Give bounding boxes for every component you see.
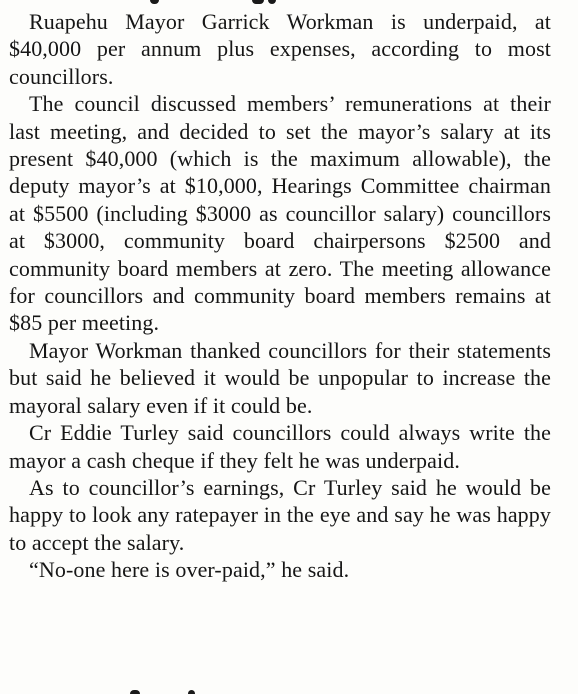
headline-glyph-fragment bbox=[268, 0, 276, 4]
headline-glyph-fragment bbox=[150, 0, 159, 4]
next-line-glyph-fragment bbox=[130, 690, 140, 694]
clipped-next-line-fragment bbox=[0, 686, 578, 694]
paragraph-lede: Ruapehu Mayor Garrick Workman is underpaid, at $40,000 per annum plus expenses, according to most councillors. bbox=[9, 9, 551, 89]
article-body bbox=[9, 8, 551, 584]
clipped-headline-fragment bbox=[0, 0, 578, 6]
next-line-glyph-fragment bbox=[188, 690, 195, 694]
paragraph-turley-cheque: Cr Eddie Turley said councillors could always write the mayor a cash cheque if they felt he was underpaid. bbox=[9, 420, 551, 473]
headline-glyph-fragment bbox=[252, 0, 264, 4]
paragraph-quote: “No-one here is over-paid,” he said. bbox=[29, 557, 350, 583]
paragraph-mayor-response: Mayor Workman thanked councillors for their statements but said he believed it would be unpopular to increase the mayoral salary even if it could be. bbox=[9, 337, 551, 418]
paragraph-turley-earnings: As to councillor’s earnings, Cr Turley said he would be happy to look any ratepayer in the eye and say he was happy to accept the salary. bbox=[9, 474, 551, 555]
paragraph-remuneration: The council discussed members’ remunerations at their last meeting, and decided to set the mayor’s salary at its present $40,000 (which is the maximum allowable), the deputy mayor’s at $10,000, Hearings Committee chairman at $5500 (including $3000 as councillor salary) councillors at $3000, community board chairpersons $2500 and community board members at zero. The meeting allowance for councillors and community board members remains at $85 per meeting. bbox=[9, 91, 551, 336]
